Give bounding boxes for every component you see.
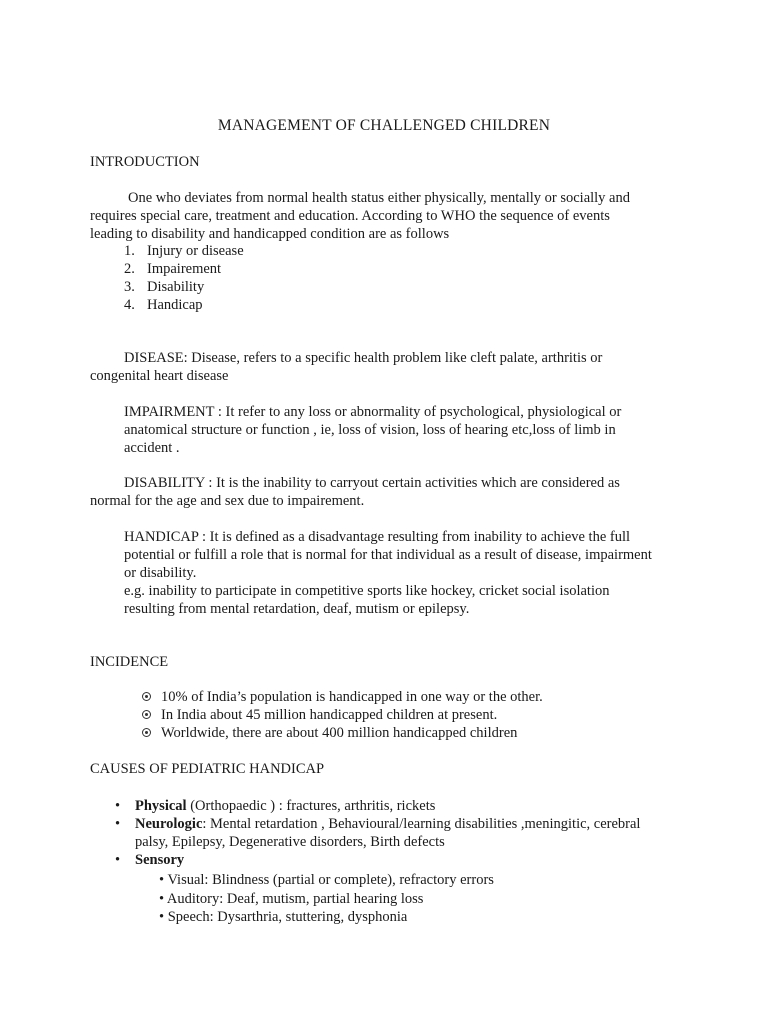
list-text: Disability — [147, 279, 205, 295]
definition-line: or disability. — [124, 565, 197, 581]
list-text: Impairement — [147, 261, 222, 277]
sequence-list — [90, 242, 690, 314]
list-item — [90, 706, 690, 724]
definition-impairment — [90, 403, 690, 457]
definition-disability — [90, 474, 690, 510]
definition-line: DISABILITY : It is the inability to carryout certain activities which are considered as — [124, 475, 620, 491]
causes-list — [90, 797, 690, 869]
definition-line: anatomical structure or function , ie, loss of vision, loss of hearing etc,loss of limb in — [124, 422, 616, 438]
bullet-icon: • — [115, 816, 121, 832]
definition-line: resulting from mental retardation, deaf, mutism or epilepsy. — [124, 601, 470, 617]
definition-line: IMPAIRMENT : It refer to any loss or abnormality of psychological, physiological or — [124, 404, 622, 420]
cause-label: Physical — [135, 798, 187, 814]
list-number: 1. — [124, 243, 135, 259]
introduction-paragraph — [90, 189, 690, 243]
definition-disease — [90, 349, 690, 385]
bullet-icon: • — [115, 852, 121, 868]
list-item: • Auditory: Deaf, mutism, partial hearing loss — [159, 890, 424, 907]
definition-line: DISEASE: Disease, refers to a specific health problem like cleft palate, arthritis or — [124, 350, 603, 366]
bullet-icon: • — [115, 798, 121, 814]
incidence-heading: INCIDENCE — [90, 654, 169, 670]
definition-line: HANDICAP : It is defined as a disadvantage resulting from inability to achieve the full — [124, 529, 631, 545]
page-title: MANAGEMENT OF CHALLENGED CHILDREN — [217, 117, 551, 134]
circle-bullet-icon — [142, 710, 151, 719]
cause-sensory — [90, 851, 690, 869]
introduction-heading: INTRODUCTION — [90, 154, 200, 170]
definition-line: potential or fulfill a role that is normal for that individual as a result of disease, impairment — [124, 547, 652, 563]
list-item — [90, 260, 690, 278]
introduction-line: leading to disability and handicapped condition are as follows — [90, 226, 450, 242]
cause-physical — [90, 797, 690, 815]
list-item — [90, 724, 690, 742]
cause-label: Sensory — [135, 852, 185, 868]
definition-line: accident . — [124, 440, 180, 456]
list-text: 10% of India’s population is handicapped in one way or the other. — [161, 689, 543, 705]
list-item — [90, 278, 690, 296]
cause-text: (Orthopaedic ) : fractures, arthritis, rickets — [186, 798, 436, 814]
list-item — [90, 688, 690, 706]
definition-line: normal for the age and sex due to impairement. — [90, 493, 365, 509]
list-text: Worldwide, there are about 400 million handicapped children — [161, 725, 518, 741]
cause-label: Neurologic — [135, 816, 203, 832]
definition-line: e.g. inability to participate in competitive sports like hockey, cricket social isolation — [124, 583, 610, 599]
list-number: 2. — [124, 261, 135, 277]
list-item: • Visual: Blindness (partial or complete), refractory errors — [159, 872, 494, 888]
list-text: In India about 45 million handicapped children at present. — [161, 707, 498, 723]
causes-heading: CAUSES OF PEDIATRIC HANDICAP — [90, 761, 325, 777]
list-number: 4. — [124, 297, 135, 313]
incidence-list — [90, 688, 690, 742]
list-text: Injury or disease — [147, 243, 244, 259]
definition-line: congenital heart disease — [90, 368, 229, 384]
cause-neurologic — [90, 815, 690, 851]
list-item — [90, 296, 690, 314]
list-item: • Speech: Dysarthria, stuttering, dysphonia — [159, 909, 408, 925]
list-item — [90, 242, 690, 260]
circle-bullet-icon — [142, 692, 151, 701]
cause-text: palsy, Epilepsy, Degenerative disorders, Birth defects — [135, 834, 445, 850]
circle-bullet-icon — [142, 728, 151, 737]
definition-handicap — [90, 528, 690, 618]
introduction-line: requires special care, treatment and education. According to WHO the sequence of events — [90, 208, 610, 224]
cause-text: : Mental retardation , Behavioural/learning disabilities ,meningitic, cerebral — [202, 816, 641, 832]
list-text: Handicap — [147, 297, 203, 313]
introduction-line: One who deviates from normal health status either physically, mentally or socially and — [128, 190, 630, 206]
list-number: 3. — [124, 279, 135, 295]
sensory-sublist — [90, 871, 690, 927]
